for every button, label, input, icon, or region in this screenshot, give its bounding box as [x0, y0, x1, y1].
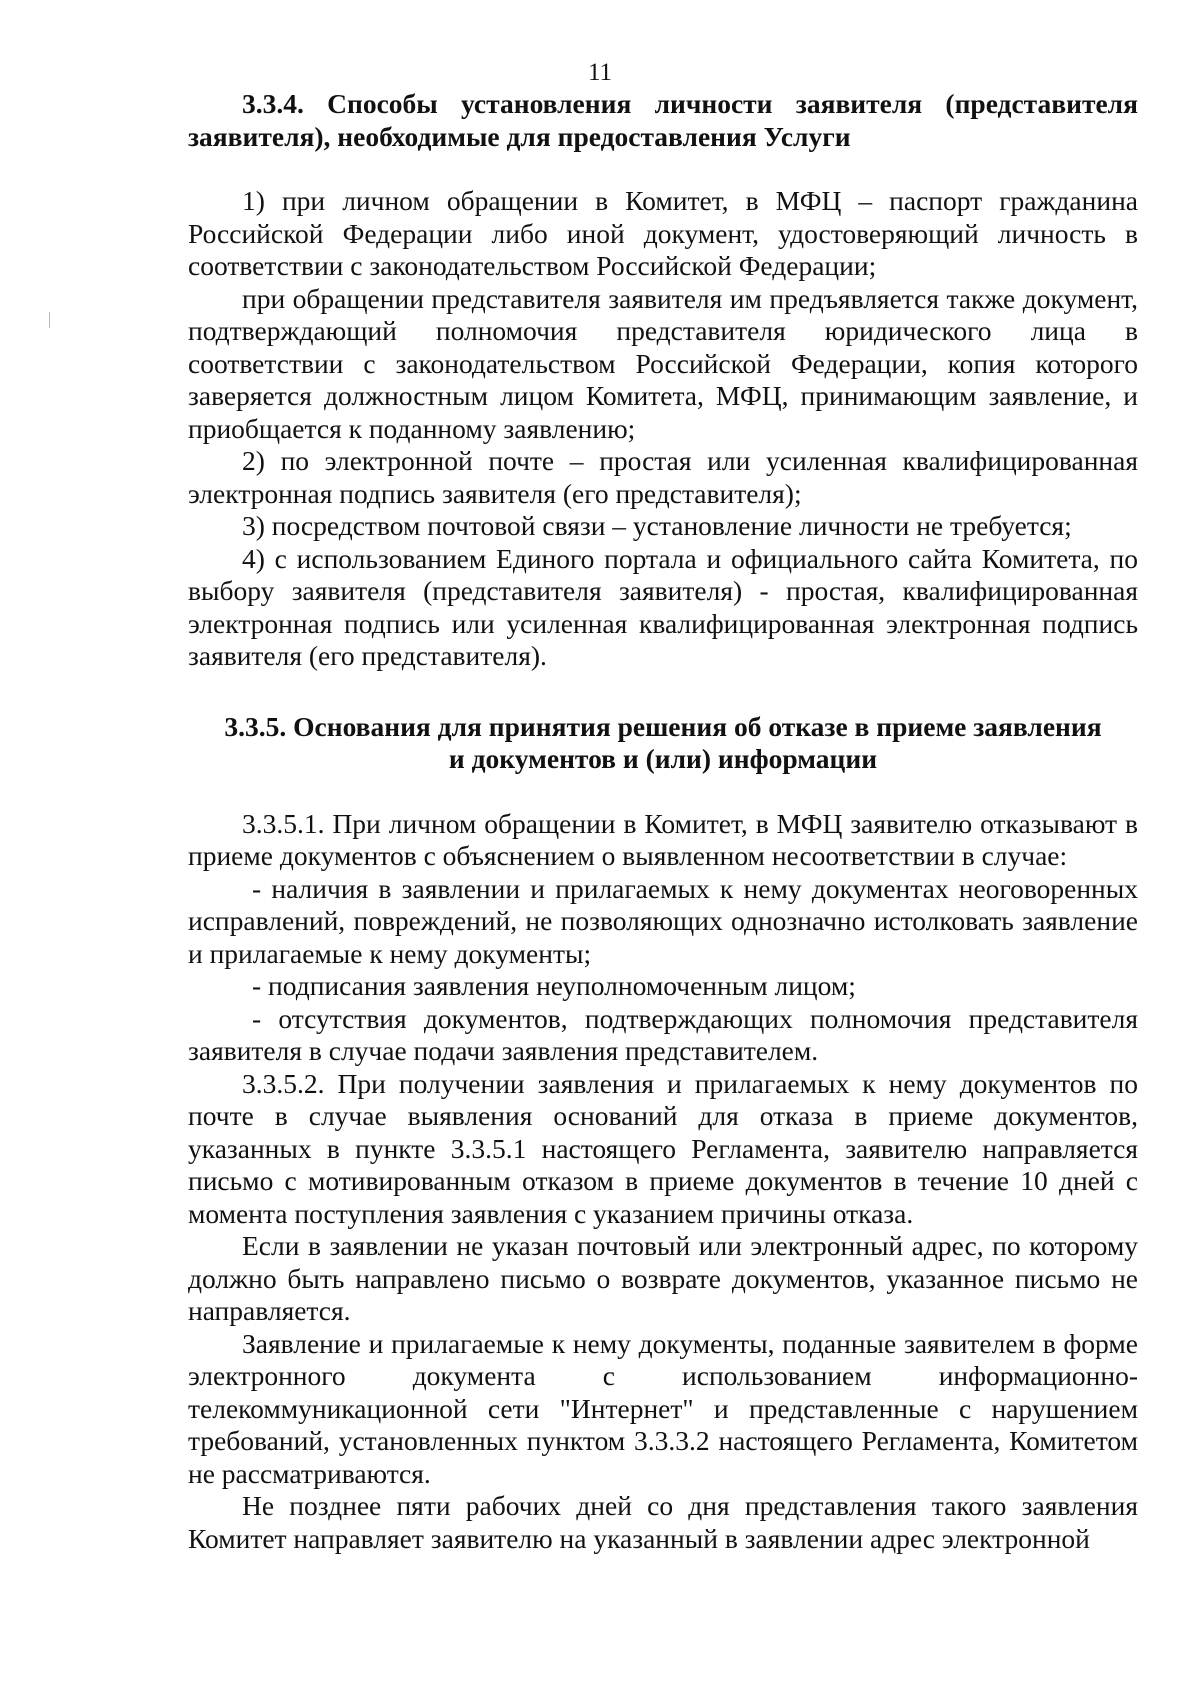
section-335-paragraph-1: 3.3.5.1. При личном обращении в Комитет, в МФЦ заявителю отказывают в приеме документов с объяснением о выявленном несоответствии в случае: [188, 807, 1138, 871]
section-335-paragraph-5: Не позднее пяти рабочих дней со дня представления такого заявления Комитет направляет заявителю на указанный в заявлении адрес электронной [188, 1490, 1138, 1554]
section-335-paragraph-4: Заявление и прилагаемые к нему документы, поданные заявителем в форме электронного документа с использованием информационно-телекоммуникационной сети "Интернет" и представленные с нарушением требований, установленных пунктом 3.3.3.2 настоящего Регламента, Комитетом не рассматриваются. [188, 1327, 1138, 1489]
section-334-heading: 3.3.4. Способы установления личности заявителя (представителя заявителя), необходимые для предоставления Услуги [188, 88, 1138, 152]
section-334-paragraph-5: 4) с использованием Единого портала и официального сайта Комитета, по выбору заявителя (представителя заявителя) - простая, квалифицированная электронная подпись или усиленная квалифицированная электронная подпись заявителя (его представителя). [188, 542, 1138, 671]
section-335-bullet-3: - отсутствия документов, подтверждающих полномочия представителя заявителя в случае подачи заявления представителем. [188, 1002, 1138, 1066]
section-335-heading-line-1: 3.3.5. Основания для принятия решения об отказе в приеме заявления [224, 710, 1102, 742]
margin-mark [49, 312, 50, 328]
section-335-paragraph-2: 3.3.5.2. При получении заявления и прилагаемых к нему документов по почте в случае выявления оснований для отказа в приеме документов, указанных в пункте 3.3.5.1 настоящего Регламента, заявителю направляется письмо с мотивированным отказом в приеме документов в течение 10 дней с момента поступления заявления с указанием причины отказа. [188, 1067, 1138, 1229]
spacer [188, 153, 1138, 185]
page-number: 11 [587, 59, 613, 86]
section-335-bullet-2: - подписания заявления неуполномоченным лицом; [252, 970, 856, 1001]
section-334-paragraph-3: 2) по электронной почте – простая или усиленная квалифицированная электронная подпись заявителя (его представителя); [188, 445, 1138, 509]
spacer [188, 776, 1138, 808]
section-334-paragraph-1: 1) при личном обращении в Комитет, в МФЦ – паспорт гражданина Российской Федерации либо иной документ, удостоверяющий личность в соответствии с законодательством Российской Федерации; [188, 185, 1138, 281]
section-334-paragraph-2: при обращении представителя заявителя им предъявляется также документ, подтверждающий полномочия представителя юридического лица в соответствии с законодательством Российской Федерации, копия которого заверяется должностным лицом Комитета, МФЦ, принимающим заявление, и приобщается к поданному заявлению; [188, 282, 1138, 444]
section-334-paragraph-4: 3) посредством почтовой связи – установление личности не требуется; [242, 510, 1072, 541]
page-content [188, 88, 1138, 1555]
section-335-paragraph-3: Если в заявлении не указан почтовый или электронный адрес, по которому должно быть направлено письмо о возврате документов, указанное письмо не направляется. [188, 1230, 1138, 1326]
spacer [188, 673, 1138, 711]
section-335-heading-line-2: и документов и (или) информации [448, 743, 878, 774]
section-335-bullet-1: - наличия в заявлении и прилагаемых к нему документах неоговоренных исправлений, повреждений, не позволяющих однозначно истолковать заявление и прилагаемые к нему документы; [188, 872, 1138, 969]
